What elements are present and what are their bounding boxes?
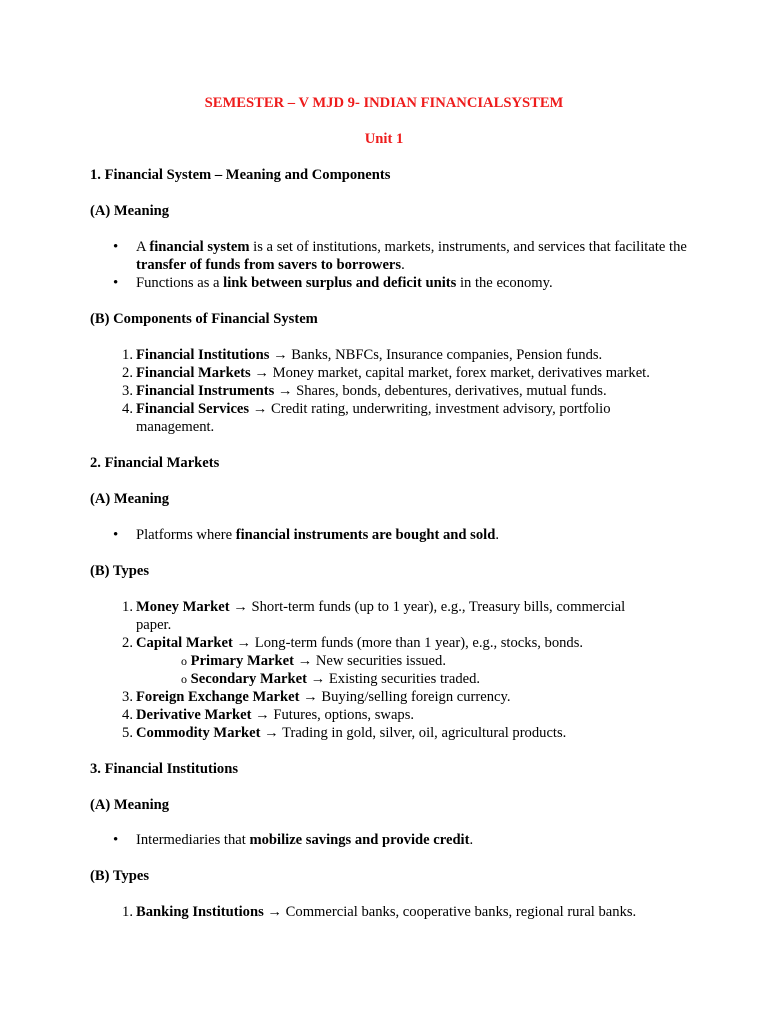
text: Shares, bonds, debentures, derivatives, mutual funds.: [292, 383, 607, 399]
document-title: SEMESTER – V MJD 9- INDIAN FINANCIALSYSTEM: [204, 95, 564, 111]
list-item: [122, 724, 696, 742]
list-number: 2.: [122, 635, 133, 651]
list-item: [122, 364, 696, 382]
bold-text: Financial Markets: [136, 365, 251, 381]
arrow-icon: →: [277, 383, 293, 399]
text: Functions as a: [136, 275, 224, 291]
text: in the economy.: [456, 275, 553, 291]
list-item: [113, 238, 696, 274]
list-item: [113, 526, 696, 544]
circle-bullet-icon: o: [181, 654, 187, 668]
text: Banks, NBFCs, Insurance companies, Pension funds.: [287, 347, 603, 363]
arrow-icon: →: [236, 635, 252, 651]
list-item: [122, 903, 696, 921]
arrow-icon: →: [303, 689, 318, 705]
section-2-types-heading: (B) Types: [90, 563, 150, 579]
section-2-heading: 2. Financial Markets: [90, 455, 220, 471]
text: New securities issued.: [312, 653, 446, 669]
arrow-icon: →: [233, 599, 248, 615]
text: Long-term funds (more than 1 year), e.g., stocks, bonds.: [251, 635, 584, 651]
unit-heading: Unit 1: [364, 131, 404, 147]
list-number: 5.: [122, 725, 133, 741]
list-item: [181, 652, 701, 670]
list-item: [122, 382, 696, 400]
section-3-heading: 3. Financial Institutions: [90, 761, 238, 777]
text: Platforms where: [136, 527, 236, 543]
bold-text: Financial Instruments: [136, 383, 275, 399]
section-3-meaning-heading: (A) Meaning: [90, 797, 170, 813]
arrow-icon: →: [310, 671, 326, 687]
text: Existing securities traded.: [325, 671, 481, 687]
bold-text: transfer of funds from savers to borrowers: [136, 257, 402, 273]
list-item: [122, 634, 696, 652]
list-item: [122, 688, 696, 706]
list-item: [113, 274, 696, 292]
list-item: [122, 400, 656, 436]
list-number: 4.: [122, 401, 133, 417]
section-1-components-heading: (B) Components of Financial System: [90, 311, 318, 327]
list-number: 1.: [122, 904, 133, 920]
bold-text: Capital Market: [136, 635, 233, 651]
arrow-icon: →: [255, 707, 270, 723]
bullet-icon: •: [113, 275, 119, 291]
bold-text: financial instruments are bought and sold: [235, 527, 496, 543]
circle-bullet-icon: o: [181, 672, 187, 686]
list-item: [181, 670, 701, 688]
bold-text: Money Market: [136, 599, 230, 615]
arrow-icon: →: [254, 365, 269, 381]
bold-text: Primary Market: [190, 653, 294, 669]
text: Intermediaries that: [136, 832, 250, 848]
section-2-meaning-heading: (A) Meaning: [90, 491, 170, 507]
section-1-meaning-heading: (A) Meaning: [90, 203, 170, 219]
bold-text: Financial Institutions: [136, 347, 270, 363]
bullet-icon: •: [113, 239, 119, 255]
list-number: 4.: [122, 707, 133, 723]
bold-text: link between surplus and deficit units: [223, 275, 457, 291]
section-1-heading: 1. Financial System – Meaning and Components: [90, 167, 391, 183]
list-number: 1.: [122, 347, 133, 363]
list-item: [122, 346, 696, 364]
bullet-icon: •: [113, 832, 119, 848]
list-number: 3.: [122, 689, 133, 705]
arrow-icon: →: [264, 725, 279, 741]
bold-text: Foreign Exchange Market: [136, 689, 300, 705]
section-3-types-heading: (B) Types: [90, 868, 150, 884]
bold-text: mobilize savings and provide credit: [249, 832, 470, 848]
arrow-icon: →: [267, 904, 283, 920]
text: A: [136, 239, 150, 255]
list-item: [122, 706, 696, 724]
list-item: [113, 831, 696, 849]
text: Futures, options, swaps.: [269, 707, 415, 723]
bold-text: Derivative Market: [136, 707, 252, 723]
text: .: [401, 257, 405, 273]
arrow-icon: →: [252, 401, 268, 417]
bullet-icon: •: [113, 527, 119, 543]
text: Buying/selling foreign currency.: [317, 689, 511, 705]
text: Commercial banks, cooperative banks, regional rural banks.: [282, 904, 637, 920]
list-number: 3.: [122, 383, 133, 399]
bold-text: Banking Institutions: [136, 904, 264, 920]
text: Short-term funds (up to 1 year), e.g., Treasury bills, commercial paper.: [136, 599, 626, 633]
text: .: [495, 527, 499, 543]
bold-text: Financial Services: [136, 401, 250, 417]
list-item: [122, 598, 656, 634]
text: is a set of institutions, markets, instruments, and services that facilitate the: [249, 239, 687, 255]
bold-text: Secondary Market: [190, 671, 307, 687]
list-number: 2.: [122, 365, 133, 381]
list-number: 1.: [122, 599, 133, 615]
arrow-icon: →: [273, 347, 288, 363]
text: Money market, capital market, forex market, derivatives market.: [268, 365, 650, 381]
text: .: [469, 832, 474, 848]
bold-text: financial system: [149, 239, 250, 255]
text: Trading in gold, silver, oil, agricultural products.: [278, 725, 567, 741]
bold-text: Commodity Market: [136, 725, 261, 741]
arrow-icon: →: [297, 653, 313, 669]
text: Credit rating, underwriting, investment advisory, portfolio management.: [136, 401, 611, 435]
